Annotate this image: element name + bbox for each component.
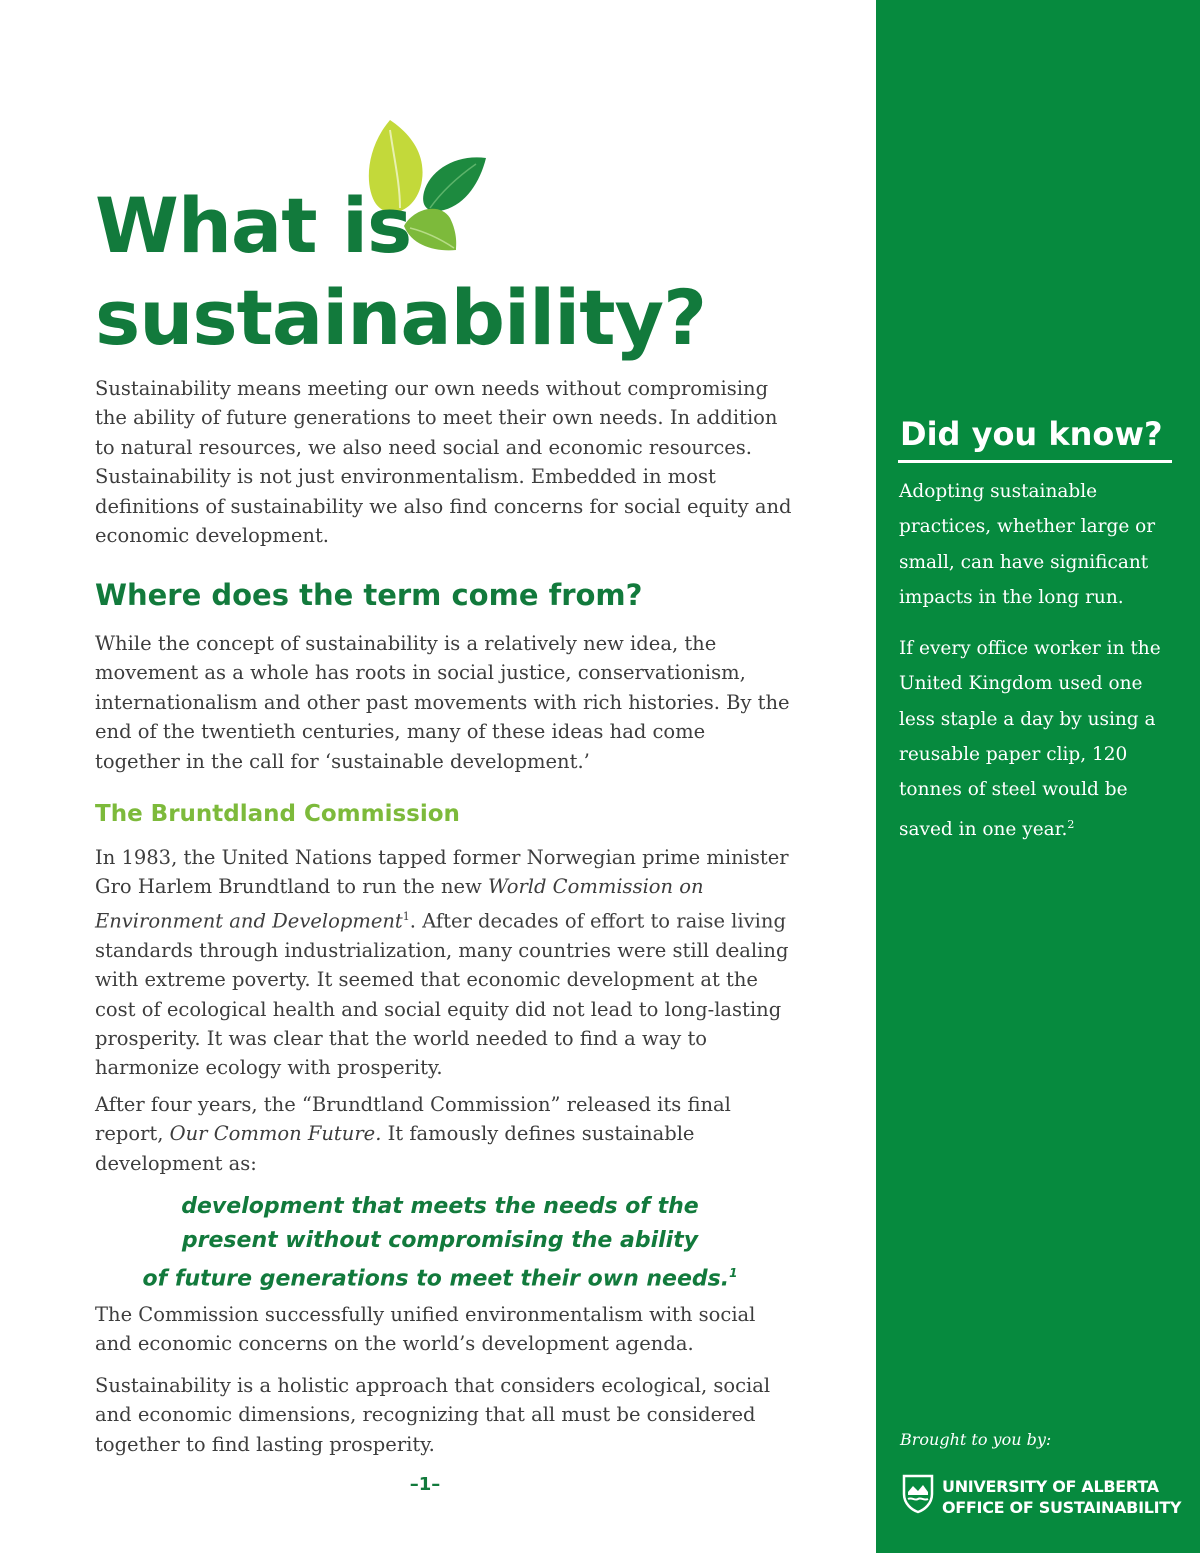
report-name: Our Common Future. — [169, 1122, 382, 1146]
title-line-1: What is — [95, 181, 412, 270]
brundtland-p2-start: After four years, the “Brundtland Commission” released its final report, — [95, 1093, 731, 1146]
footnote-ref-1: 1 — [402, 909, 410, 923]
quote-line-3: of future generations to meet their own needs. — [142, 1266, 730, 1292]
footnote-ref-2: 2 — [1067, 818, 1075, 832]
quote-line-1: development that meets the needs of the — [181, 1194, 699, 1219]
page-title — [95, 180, 706, 364]
brundtland-heading: The Bruntdland Commission — [95, 801, 460, 827]
definition-quote — [95, 1190, 785, 1296]
quote-line-2: present without compromising the ability — [181, 1227, 699, 1253]
org-line-2: OFFICE OF SUSTAINABILITY — [942, 1498, 1182, 1517]
intro-paragraph: Sustainability means meeting our own needs without compromising the ability of future generations to meet their own needs. In addition to natural resources, we also need social and economic resources. Sustainability is not just environmentalism. Embedded in most definitions of sustainability we also find concerns for social equity and economic development. — [95, 377, 792, 548]
holistic-paragraph: Sustainability is a holistic approach that considers ecological, social and economic dimensions, recognizing that all must be considered together to find lasting prosperity. — [95, 1374, 771, 1456]
organization-logo-text — [942, 1476, 1181, 1518]
org-line-1: UNIVERSITY OF ALBERTA — [942, 1477, 1159, 1496]
university-shield-icon — [902, 1474, 934, 1514]
origin-paragraph: While the concept of sustainability is a relatively new idea, the movement as a whole has roots in social justice, conservationism, internationalism and other past movements with rich histories. By the end of the twentieth centuries, many of these ideas had come together in the call for ‘sustainable development.’ — [95, 632, 790, 773]
sidebar-heading: Did you know? — [900, 415, 1163, 453]
sidebar-p2-text: If every office worker in the United Kingdom used one less staple a day by using a reusable paper clip, 120 tonnes of steel would be saved in one year. — [899, 638, 1161, 841]
title-line-2: sustainability? — [95, 273, 707, 362]
brought-to-you-by: Brought to you by: — [900, 1430, 1052, 1449]
origin-heading: Where does the term come from? — [95, 578, 643, 612]
brundtland-paragraph-1 — [95, 843, 795, 1083]
brundtland-p1-start: In 1983, the United Nations tapped former Norwegian prime minister Gro Harlem Brundtland to run the new — [95, 846, 789, 899]
commission-paragraph: The Commission successfully unified environmentalism with social and economic concerns on the world’s development agenda. — [95, 1303, 756, 1356]
page-number: –1– — [409, 1474, 441, 1495]
sidebar-divider — [898, 460, 1172, 463]
brundtland-p1-end: . After decades of effort to raise living standards through industrialization, many countries were still dealing with extreme poverty. It seemed that economic development at the cost of ecological health and social equity did not lead to long-lasting prosperity. It was clear that the world needed to find a way to harmonize ecology with prosperity. — [95, 909, 789, 1080]
sidebar-paragraph-2 — [899, 631, 1174, 848]
brundtland-paragraph-2 — [95, 1090, 795, 1178]
commission-name: World Commission on Environment and Development — [95, 875, 704, 933]
quote-footnote-ref: 1 — [729, 1266, 738, 1280]
did-you-know-sidebar — [876, 0, 1200, 1553]
brundtland-p2-end: It famously defines sustainable development as: — [95, 1122, 695, 1175]
sidebar-paragraph-1: Adopting sustainable practices, whether large or small, can have significant impacts in the long run. — [899, 481, 1156, 608]
